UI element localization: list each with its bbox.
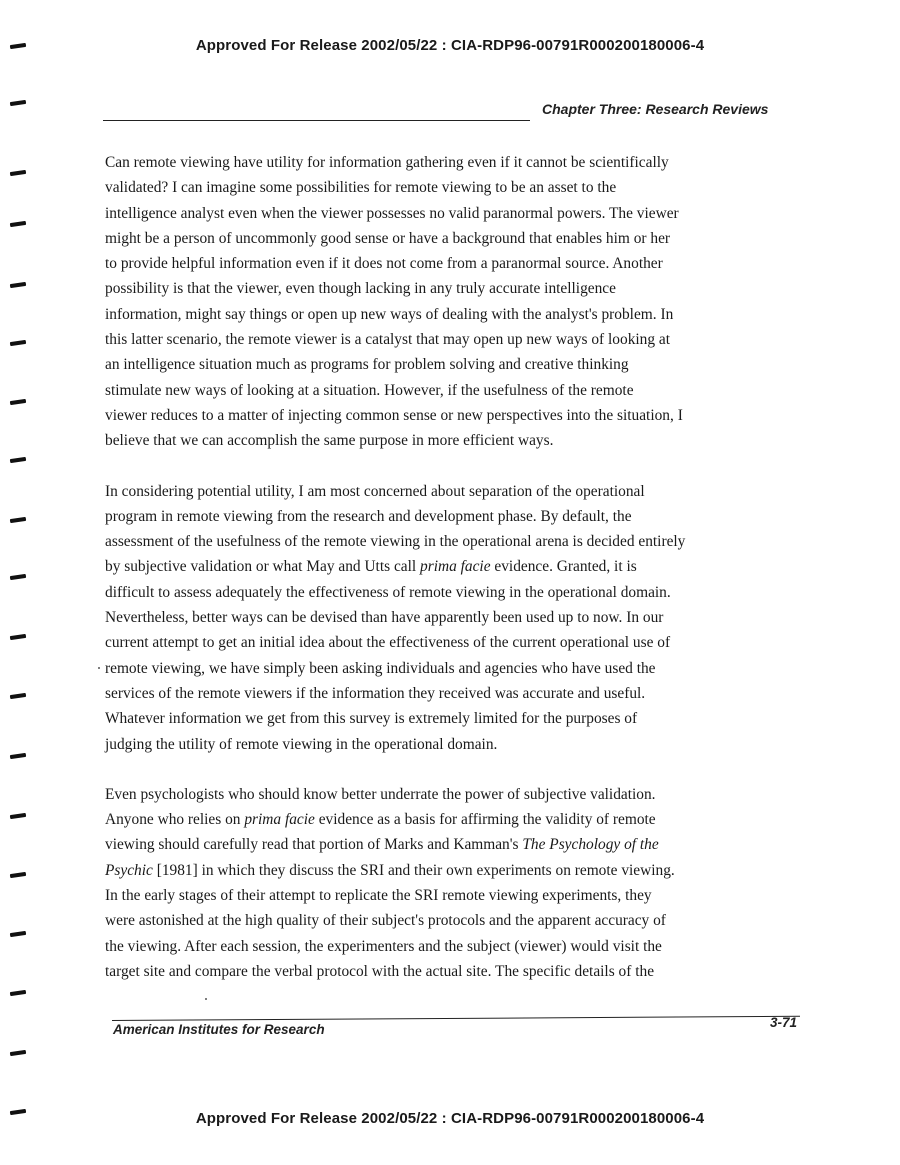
text-line: possibility is that the viewer, even though lacking in any truly accurate intelligence: [105, 280, 616, 298]
text-segment: by subjective validation or what May and Utts call: [105, 558, 421, 576]
text-line: remote viewing, we have simply been asking individuals and agencies who have used the: [105, 659, 656, 677]
text-line: program in remote viewing from the research and development phase. By default, the: [105, 507, 632, 525]
header-rule: [103, 120, 530, 121]
release-stamp-bottom: Approved For Release 2002/05/22 : CIA-RDP96-00791R000200180006-4: [195, 1110, 705, 1127]
text-line: intelligence analyst even when the viewer possesses no valid paranormal powers. The viewer: [105, 204, 679, 222]
paragraph-3: [105, 782, 795, 984]
text-line: believe that we can accomplish the same purpose in more efficient ways.: [105, 432, 554, 450]
text-line: target site and compare the verbal protocol with the actual site. The specific details of the: [105, 962, 655, 980]
text-line-mixed: [105, 554, 795, 579]
footer-rule: [112, 1016, 800, 1021]
text-line: stimulate new ways of looking at a situation. However, if the usefulness of the remote: [105, 381, 634, 399]
scan-speck: [205, 998, 207, 1000]
text-segment: viewing should carefully read that portion of Marks and Kamman's: [105, 836, 523, 854]
text-line: difficult to assess adequately the effectiveness of remote viewing in the operational domain.: [105, 583, 671, 601]
text-line-mixed: [105, 832, 795, 857]
scan-speck: [98, 667, 100, 669]
text-line: validated? I can imagine some possibilities for remote viewing to be an asset to the: [105, 179, 617, 197]
text-line: the viewing. After each session, the experimenters and the subject (viewer) would visit the: [105, 937, 662, 955]
book-title: The Psychology of the: [522, 836, 659, 854]
italic-term: prima facie: [244, 811, 315, 829]
text-line: Nevertheless, better ways can be devised than have apparently been used up to now. In our: [105, 609, 664, 627]
text-segment: evidence. Granted, it is: [490, 558, 637, 576]
footer-organization: American Institutes for Research: [113, 1022, 325, 1037]
text-line: services of the remote viewers if the information they received was accurate and useful.: [105, 684, 646, 702]
binding-marks: [0, 0, 40, 1165]
book-title: Psychic: [105, 861, 153, 879]
text-line: information, might say things or open up new ways of dealing with the analyst's problem. In: [105, 305, 674, 323]
release-stamp-top: Approved For Release 2002/05/22 : CIA-RDP96-00791R000200180006-4: [195, 37, 705, 54]
text-line: assessment of the usefulness of the remote viewing in the operational arena is decided entirely: [105, 533, 686, 551]
text-line: this latter scenario, the remote viewer is a catalyst that may open up new ways of looking at: [105, 331, 671, 349]
text-line: an intelligence situation much as programs for problem solving and creative thinking: [105, 356, 629, 374]
text-segment: Anyone who relies on: [105, 811, 245, 829]
text-line: were astonished at the high quality of their subject's protocols and the apparent accuracy of: [105, 912, 666, 930]
text-segment: [1981] in which they discuss the SRI and their own experiments on remote viewing.: [152, 861, 675, 879]
paragraph-2: [105, 479, 795, 757]
text-line: judging the utility of remote viewing in the operational domain.: [105, 735, 498, 753]
text-line: current attempt to get an initial idea about the effectiveness of the current operational use of: [105, 634, 671, 652]
text-line: might be a person of uncommonly good sense or have a background that enables him or her: [105, 229, 671, 247]
text-line: to provide helpful information even if it does not come from a paranormal source. Another: [105, 255, 663, 273]
text-line-mixed: [105, 858, 795, 883]
text-line: In considering potential utility, I am most concerned about separation of the operational: [105, 482, 645, 500]
page-number: 3-71: [770, 1015, 798, 1030]
italic-term: prima facie: [420, 558, 491, 576]
chapter-title: Chapter Three: Research Reviews: [542, 101, 769, 117]
text-line: In the early stages of their attempt to replicate the SRI remote viewing experiments, they: [105, 887, 652, 905]
text-line-mixed: [105, 807, 795, 832]
text-segment: evidence as a basis for affirming the validity of remote: [314, 811, 656, 829]
paragraph-1: [105, 150, 795, 454]
body-text: [105, 150, 795, 1009]
text-line: Can remote viewing have utility for information gathering even if it cannot be scientifically: [105, 154, 669, 171]
text-line: viewer reduces to a matter of injecting common sense or new perspectives into the situation, I: [105, 406, 683, 424]
text-line: Whatever information we get from this survey is extremely limited for the purposes of: [105, 710, 638, 728]
text-line: Even psychologists who should know better underrate the power of subjective validation.: [105, 785, 656, 803]
